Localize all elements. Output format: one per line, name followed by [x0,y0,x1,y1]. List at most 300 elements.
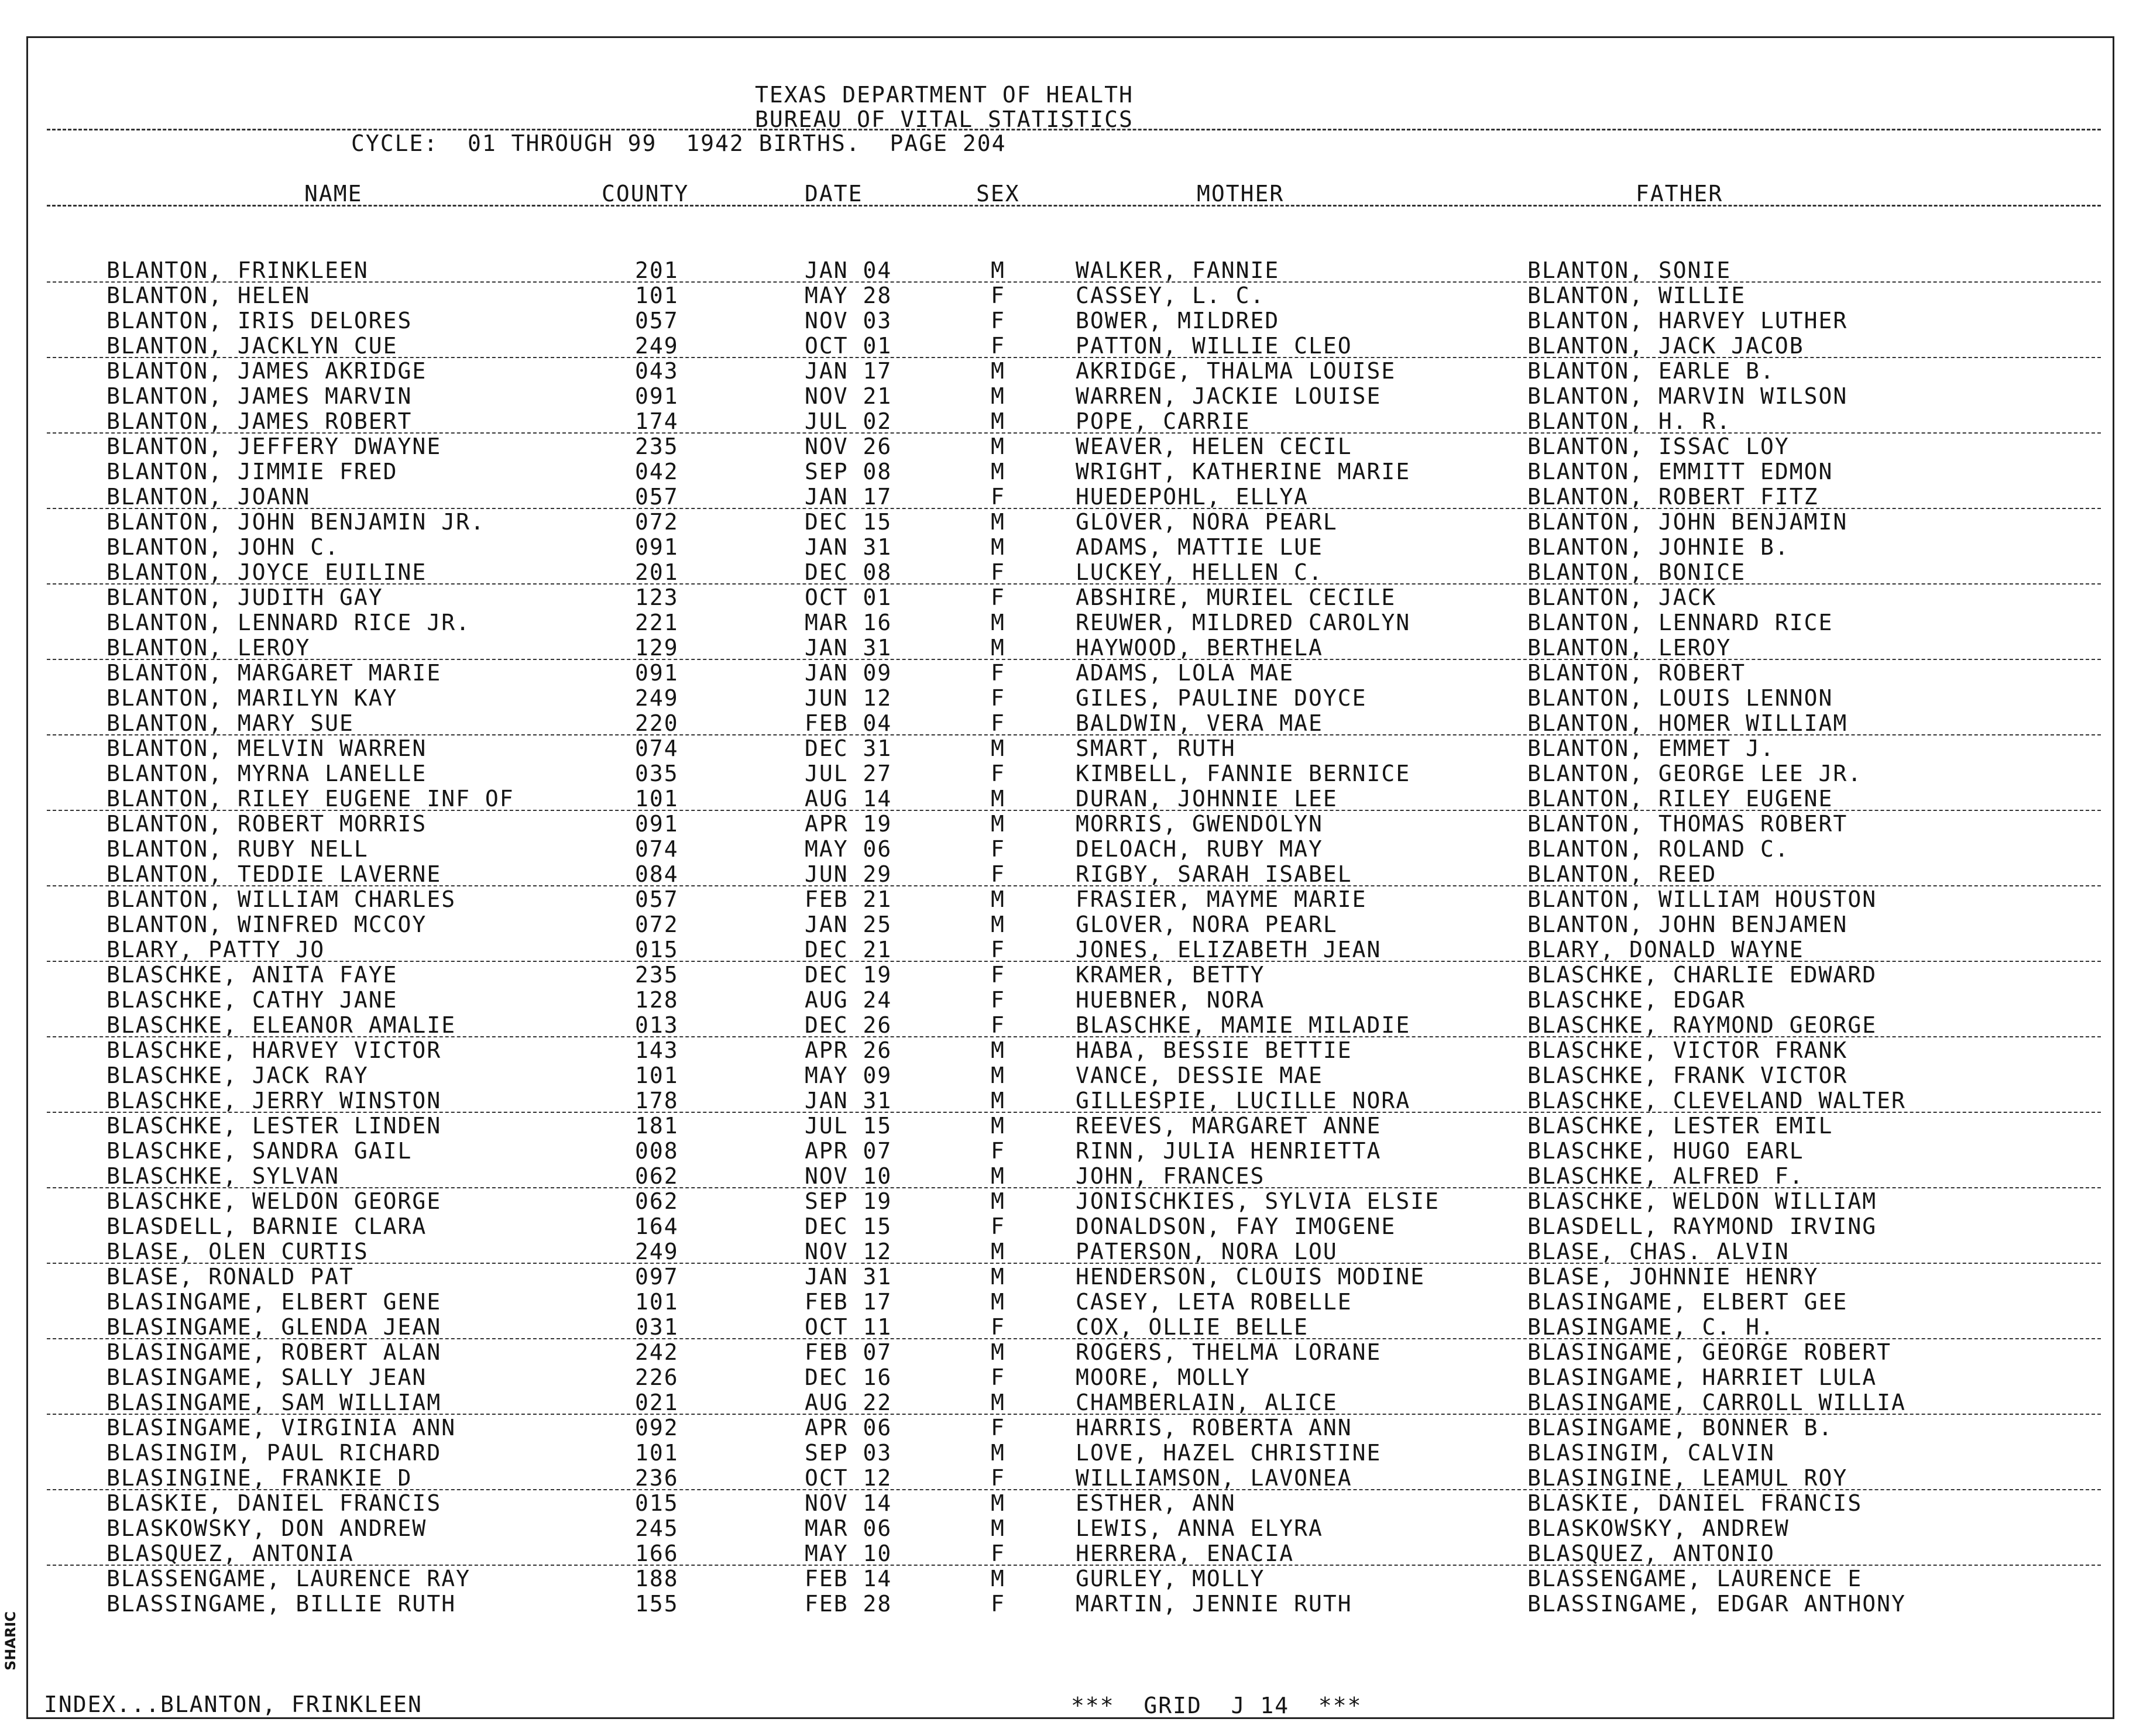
record-mother: WALKER, FANNIE [1076,257,1280,283]
record-father: BLANTON, EMMITT EDMON [1527,459,1833,484]
record-father: BLANTON, ROBERT FITZ [1527,484,1819,510]
record-sex: F [991,710,1005,736]
record-county: 097 [635,1264,679,1290]
record-county: 091 [635,660,679,686]
record-row [0,1366,2136,1391]
record-county: 174 [635,408,679,434]
record-row [0,561,2136,586]
record-county: 188 [635,1566,679,1591]
record-father: BLANTON, REED [1527,861,1717,887]
record-sex: M [991,459,1005,484]
record-date: DEC 26 [805,1012,892,1038]
record-county: 245 [635,1515,679,1541]
record-sex: M [991,1289,1005,1315]
record-county: 057 [635,308,679,334]
record-father: BLANTON, WILLIAM HOUSTON [1527,886,1877,912]
record-sex: M [991,383,1005,409]
record-date: APR 26 [805,1037,892,1063]
record-mother: POPE, CARRIE [1076,408,1251,434]
record-father: BLASCHKE, CLEVELAND WALTER [1527,1088,1906,1113]
record-mother: DELOACH, RUBY MAY [1076,836,1323,862]
record-county: 236 [635,1465,679,1491]
record-name: BLANTON, RILEY EUGENE INF OF [107,786,514,812]
record-row [0,1316,2136,1341]
record-date: NOV 12 [805,1239,892,1264]
record-father: BLASCHKE, CHARLIE EDWARD [1527,962,1877,988]
record-mother: GILES, PAULINE DOYCE [1076,685,1367,711]
record-father: BLASINGAME, HARRIET LULA [1527,1364,1877,1390]
record-mother: FRASIER, MAYME MARIE [1076,886,1367,912]
record-row [0,360,2136,385]
record-county: 091 [635,811,679,837]
record-father: BLASINGAME, C. H. [1527,1314,1775,1340]
record-date: DEC 21 [805,937,892,962]
record-county: 042 [635,459,679,484]
record-mother: ROGERS, THELMA LORANE [1076,1339,1382,1365]
record-date: MAY 09 [805,1063,892,1088]
record-row [0,511,2136,536]
record-father: BLANTON, JOHNIE B. [1527,534,1790,560]
record-sex: F [991,1138,1005,1164]
record-name: BLASINGIM, PAUL RICHARD [107,1440,442,1466]
record-father: BLASE, JOHNNIE HENRY [1527,1264,1819,1290]
columns-divider [47,205,2101,207]
record-mother: KRAMER, BETTY [1076,962,1265,988]
record-date: FEB 07 [805,1339,892,1365]
record-name: BLANTON, TEDDIE LAVERNE [107,861,442,887]
record-date: FEB 28 [805,1591,892,1617]
record-county: 062 [635,1188,679,1214]
record-name: BLASCHKE, LESTER LINDEN [107,1113,442,1139]
record-mother: ESTHER, ANN [1076,1490,1236,1516]
record-father: BLASCHKE, ALFRED F. [1527,1163,1804,1189]
record-date: JAN 17 [805,358,892,384]
record-row [0,1190,2136,1215]
record-father: BLASCHKE, HUGO EARL [1527,1138,1804,1164]
record-county: 072 [635,509,679,535]
record-row [0,611,2136,637]
record-date: JAN 04 [805,257,892,283]
record-name: BLASE, OLEN CURTIS [107,1239,369,1264]
record-date: OCT 11 [805,1314,892,1340]
record-county: 074 [635,735,679,761]
record-county: 181 [635,1113,679,1139]
record-mother: HAYWOOD, BERTHELA [1076,635,1323,661]
record-mother: DURAN, JOHNNIE LEE [1076,786,1338,812]
record-name: BLANTON, WINFRED MCCOY [107,912,427,937]
side-label: SHARIC [2,1611,19,1670]
record-row [0,1517,2136,1542]
record-mother: HUEDEPOHL, ELLYA [1076,484,1309,510]
record-sex: F [991,333,1005,359]
record-father: BLANTON, GEORGE LEE JR. [1527,761,1863,786]
record-county: 021 [635,1390,679,1415]
record-date: JUN 12 [805,685,892,711]
record-sex: M [991,786,1005,812]
record-county: 057 [635,886,679,912]
record-name: BLANTON, IRIS DELORES [107,308,413,334]
record-name: BLANTON, LEROY [107,635,311,661]
record-county: 101 [635,1063,679,1088]
record-date: AUG 22 [805,1390,892,1415]
record-row [0,1391,2136,1417]
record-father: BLASINGINE, LEAMUL ROY [1527,1465,1848,1491]
record-date: OCT 01 [805,333,892,359]
record-date: MAY 06 [805,836,892,862]
record-row [0,813,2136,838]
record-mother: LOVE, HAZEL CHRISTINE [1076,1440,1382,1466]
record-name: BLASCHKE, CATHY JANE [107,987,398,1013]
header-subtitle: BUREAU OF VITAL STATISTICS [755,106,1134,132]
record-county: 101 [635,786,679,812]
record-name: BLANTON, JOANN [107,484,311,510]
record-county: 091 [635,534,679,560]
record-mother: MARTIN, JENNIE RUTH [1076,1591,1352,1617]
record-mother: SMART, RUTH [1076,735,1236,761]
record-father: BLANTON, JOHN BENJAMIN [1527,509,1848,535]
record-sex: M [991,257,1005,283]
record-name: BLANTON, MYRNA LANELLE [107,761,427,786]
record-row [0,762,2136,788]
record-name: BLANTON, MARY SUE [107,710,354,736]
record-mother: JOHN, FRANCES [1076,1163,1265,1189]
record-row [0,1240,2136,1266]
record-mother: HENDERSON, CLOUIS MODINE [1076,1264,1426,1290]
col-header-sex: SEX [976,181,1020,207]
record-father: BLASINGAME, BONNER B. [1527,1415,1833,1441]
record-name: BLANTON, JAMES MARVIN [107,383,413,409]
record-sex: M [991,408,1005,434]
record-row [0,486,2136,511]
record-row [0,687,2136,712]
record-mother: WILLIAMSON, LAVONEA [1076,1465,1352,1491]
record-date: JUL 27 [805,761,892,786]
record-father: BLANTON, ISSAC LOY [1527,434,1790,459]
record-row [0,410,2136,435]
record-mother: JONISCHKIES, SYLVIA ELSIE [1076,1188,1440,1214]
record-name: BLARY, PATTY JO [107,937,325,962]
record-row [0,662,2136,687]
record-father: BLASCHKE, LESTER EMIL [1527,1113,1833,1139]
col-header-county: COUNTY [602,181,689,207]
record-sex: M [991,610,1005,635]
record-sex: F [991,861,1005,887]
record-mother: COX, OLLIE BELLE [1076,1314,1309,1340]
record-county: 226 [635,1364,679,1390]
record-row [0,284,2136,310]
record-row [0,1467,2136,1492]
record-date: AUG 14 [805,786,892,812]
record-date: DEC 08 [805,559,892,585]
record-mother: CASSEY, L. C. [1076,283,1265,308]
record-date: DEC 19 [805,962,892,988]
record-mother: RIGBY, SARAH ISABEL [1076,861,1352,887]
record-date: APR 06 [805,1415,892,1441]
col-header-date: DATE [805,181,863,207]
record-father: BLASCHKE, WELDON WILLIAM [1527,1188,1877,1214]
record-sex: F [991,1012,1005,1038]
record-date: APR 19 [805,811,892,837]
record-county: 129 [635,635,679,661]
record-county: 221 [635,610,679,635]
record-row [0,788,2136,813]
record-county: 092 [635,1415,679,1441]
record-name: BLANTON, ROBERT MORRIS [107,811,427,837]
record-mother: GURLEY, MOLLY [1076,1566,1265,1591]
record-date: NOV 21 [805,383,892,409]
record-sex: F [991,660,1005,686]
record-sex: F [991,1364,1005,1390]
record-mother: JONES, ELIZABETH JEAN [1076,937,1382,962]
record-sex: F [991,962,1005,988]
record-mother: CHAMBERLAIN, ALICE [1076,1390,1338,1415]
record-sex: M [991,1440,1005,1466]
record-date: FEB 21 [805,886,892,912]
record-county: 249 [635,333,679,359]
record-county: 249 [635,685,679,711]
record-row [0,1115,2136,1140]
record-sex: M [991,1264,1005,1290]
record-mother: REEVES, MARGARET ANNE [1076,1113,1382,1139]
record-date: DEC 15 [805,509,892,535]
record-sex: F [991,559,1005,585]
record-father: BLASKOWSKY, ANDREW [1527,1515,1790,1541]
record-name: BLANTON, FRINKLEEN [107,257,369,283]
record-sex: M [991,1088,1005,1113]
record-row [0,913,2136,939]
record-sex: M [991,1339,1005,1365]
record-father: BLANTON, JACK JACOB [1527,333,1804,359]
record-row [0,1014,2136,1039]
record-row [0,1417,2136,1442]
record-name: BLASKIE, DANIEL FRANCIS [107,1490,442,1516]
record-father: BLARY, DONALD WAYNE [1527,937,1804,962]
record-mother: BLASCHKE, MAMIE MILADIE [1076,1012,1411,1038]
record-name: BLASINGAME, ROBERT ALAN [107,1339,442,1365]
record-sex: F [991,308,1005,334]
record-county: 123 [635,585,679,610]
record-mother: HARRIS, ROBERTA ANN [1076,1415,1352,1441]
record-father: BLASCHKE, FRANK VICTOR [1527,1063,1848,1088]
record-father: BLANTON, MARVIN WILSON [1527,383,1848,409]
record-father: BLASCHKE, RAYMOND GEORGE [1527,1012,1877,1038]
record-date: DEC 15 [805,1214,892,1239]
record-date: NOV 14 [805,1490,892,1516]
record-name: BLANTON, JOYCE EUILINE [107,559,427,585]
record-sex: F [991,1541,1005,1566]
record-name: BLANTON, HELEN [107,283,311,308]
record-mother: HUEBNER, NORA [1076,987,1265,1013]
record-row [0,712,2136,737]
record-father: BLANTON, H. R. [1527,408,1732,434]
record-sex: M [991,1390,1005,1415]
record-row [0,1165,2136,1190]
record-mother: REUWER, MILDRED CAROLYN [1076,610,1411,635]
record-mother: LUCKEY, HELLEN C. [1076,559,1323,585]
record-sex: F [991,1314,1005,1340]
record-sex: M [991,1037,1005,1063]
record-mother: GLOVER, NORA PEARL [1076,509,1338,535]
record-sex: M [991,1239,1005,1264]
record-father: BLANTON, HOMER WILLIAM [1527,710,1848,736]
record-sex: M [991,886,1005,912]
record-mother: MORRIS, GWENDOLYN [1076,811,1323,837]
record-row [0,1140,2136,1165]
record-mother: RINN, JULIA HENRIETTA [1076,1138,1382,1164]
col-header-mother: MOTHER [1197,181,1285,207]
record-date: JAN 17 [805,484,892,510]
record-county: 101 [635,283,679,308]
record-county: 220 [635,710,679,736]
record-sex: F [991,987,1005,1013]
record-county: 166 [635,1541,679,1566]
record-mother: CASEY, LETA ROBELLE [1076,1289,1352,1315]
record-father: BLASSENGAME, LAURENCE E [1527,1566,1863,1591]
record-date: JAN 25 [805,912,892,937]
record-mother: ABSHIRE, MURIEL CECILE [1076,585,1396,610]
record-mother: ADAMS, LOLA MAE [1076,660,1294,686]
record-row [0,637,2136,662]
record-name: BLANTON, MARILYN KAY [107,685,398,711]
record-row [0,435,2136,460]
record-county: 235 [635,962,679,988]
record-name: BLASCHKE, ELEANOR AMALIE [107,1012,456,1038]
record-name: BLANTON, JOHN C. [107,534,340,560]
record-father: BLANTON, JACK [1527,585,1717,610]
record-name: BLASCHKE, ANITA FAYE [107,962,398,988]
record-name: BLASINGAME, GLENDA JEAN [107,1314,442,1340]
record-sex: F [991,1465,1005,1491]
record-name: BLASSENGAME, LAURENCE RAY [107,1566,471,1591]
record-father: BLANTON, EMMET J. [1527,735,1775,761]
record-sex: M [991,912,1005,937]
record-county: 074 [635,836,679,862]
record-name: BLANTON, JUDITH GAY [107,585,383,610]
record-name: BLANTON, JACKLYN CUE [107,333,398,359]
record-date: NOV 10 [805,1163,892,1189]
record-father: BLANTON, BONICE [1527,559,1746,585]
record-mother: KIMBELL, FANNIE BERNICE [1076,761,1411,786]
record-county: 057 [635,484,679,510]
record-county: 101 [635,1289,679,1315]
record-sex: F [991,1415,1005,1441]
record-row [0,310,2136,335]
record-county: 128 [635,987,679,1013]
record-row [0,536,2136,561]
record-row [0,989,2136,1014]
index-footer: INDEX...BLANTON, FRINKLEEN [44,1692,423,1717]
record-sex: M [991,1515,1005,1541]
record-name: BLASINGAME, VIRGINIA ANN [107,1415,456,1441]
col-header-name: NAME [304,181,363,207]
record-name: BLANTON, MELVIN WARREN [107,735,427,761]
record-name: BLASE, RONALD PAT [107,1264,354,1290]
record-row [0,888,2136,913]
record-name: BLASDELL, BARNIE CLARA [107,1214,427,1239]
record-date: FEB 14 [805,1566,892,1591]
record-county: 164 [635,1214,679,1239]
record-sex: M [991,509,1005,535]
record-name: BLASCHKE, WELDON GEORGE [107,1188,442,1214]
record-row [0,838,2136,863]
record-name: BLASINGINE, FRANKIE D [107,1465,413,1491]
record-mother: BALDWIN, VERA MAE [1076,710,1323,736]
record-date: JUN 29 [805,861,892,887]
record-row [0,1341,2136,1366]
record-date: MAR 06 [805,1515,892,1541]
record-name: BLANTON, MARGARET MARIE [107,660,442,686]
record-sex: M [991,811,1005,837]
record-sex: F [991,1591,1005,1617]
record-mother: ADAMS, MATTIE LUE [1076,534,1323,560]
record-county: 201 [635,559,679,585]
record-father: BLANTON, WILLIE [1527,283,1746,308]
record-county: 084 [635,861,679,887]
record-father: BLANTON, ROBERT [1527,660,1746,686]
record-row [0,1593,2136,1618]
record-row [0,385,2136,410]
record-row [0,1542,2136,1567]
record-row [0,1215,2136,1240]
record-date: FEB 04 [805,710,892,736]
record-county: 015 [635,937,679,962]
record-father: BLASSINGAME, EDGAR ANTHONY [1527,1591,1906,1617]
record-sex: M [991,534,1005,560]
record-row [0,1291,2136,1316]
record-county: 072 [635,912,679,937]
record-date: OCT 12 [805,1465,892,1491]
record-sex: M [991,635,1005,661]
record-mother: GILLESPIE, LUCILLE NORA [1076,1088,1411,1113]
record-mother: DONALDSON, FAY IMOGENE [1076,1214,1396,1239]
record-date: SEP 08 [805,459,892,484]
record-father: BLANTON, HARVEY LUTHER [1527,308,1848,334]
record-father: BLASCHKE, EDGAR [1527,987,1746,1013]
record-sex: M [991,1163,1005,1189]
record-sex: M [991,1490,1005,1516]
record-date: JAN 09 [805,660,892,686]
record-row [0,1039,2136,1064]
record-sex: M [991,358,1005,384]
record-mother: PATERSON, NORA LOU [1076,1239,1338,1264]
record-date: NOV 26 [805,434,892,459]
record-name: BLASQUEZ, ANTONIA [107,1541,354,1566]
record-name: BLANTON, JOHN BENJAMIN JR. [107,509,485,535]
record-date: MAY 28 [805,283,892,308]
record-mother: HABA, BESSIE BETTIE [1076,1037,1352,1063]
record-county: 101 [635,1440,679,1466]
record-name: BLASCHKE, JACK RAY [107,1063,369,1088]
record-father: BLASINGAME, ELBERT GEE [1527,1289,1848,1315]
record-row [0,460,2136,486]
record-sex: F [991,585,1005,610]
col-header-father: FATHER [1636,181,1723,207]
record-mother: BOWER, MILDRED [1076,308,1280,334]
record-row [0,939,2136,964]
record-father: BLANTON, LENNARD RICE [1527,610,1833,635]
record-name: BLASKOWSKY, DON ANDREW [107,1515,427,1541]
record-date: FEB 17 [805,1289,892,1315]
record-date: DEC 31 [805,735,892,761]
record-name: BLANTON, WILLIAM CHARLES [107,886,456,912]
record-father: BLASDELL, RAYMOND IRVING [1527,1214,1877,1239]
record-mother: VANCE, DESSIE MAE [1076,1063,1323,1088]
record-county: 143 [635,1037,679,1063]
record-date: JAN 31 [805,1088,892,1113]
record-sex: F [991,484,1005,510]
record-mother: WEAVER, HELEN CECIL [1076,434,1352,459]
header-title: TEXAS DEPARTMENT OF HEALTH [755,82,1134,108]
